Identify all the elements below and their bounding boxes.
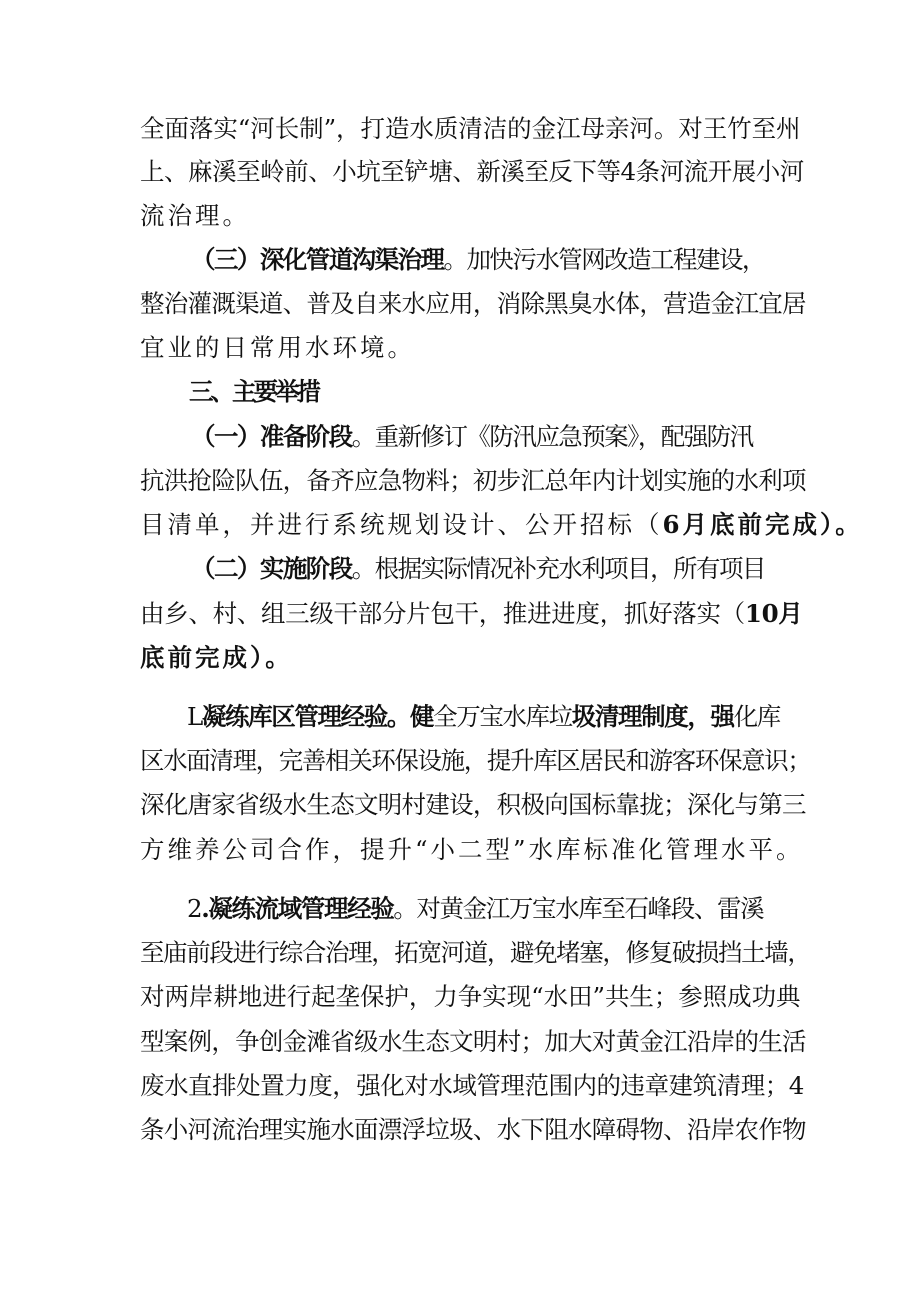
body-line xyxy=(140,741,811,781)
body-line xyxy=(140,152,804,192)
body-line xyxy=(140,284,806,324)
item-number: 2 xyxy=(187,894,202,923)
text-span: 宜业的日常用水环境。 xyxy=(140,333,415,362)
text-span: 整治灌溉渠道、普及自来水应用，消除黑臭水体，营造金江宜居 xyxy=(140,289,806,318)
body-line xyxy=(140,328,800,368)
body-line xyxy=(140,933,811,973)
text-span: 条小河流治理实施水面漂浮垃圾、水下阻水障碍物、沿岸农作物 xyxy=(140,1115,806,1144)
bold-span: 底前完成）。 xyxy=(140,643,293,672)
section-heading-line xyxy=(191,549,851,589)
numbered-item-line xyxy=(187,889,847,929)
text-span: 。加快污水管网改造工程建设， xyxy=(443,245,765,274)
body-line xyxy=(140,594,803,634)
text-span: 型案例，争创金滩省级水生态文明村；加大对黄金江沿岸的生活 xyxy=(140,1027,806,1056)
body-line xyxy=(140,109,800,149)
text-span: 至庙前段进行综合治理，拓宽河道，避免堵塞，修复破损挡土墙， xyxy=(140,938,811,967)
section-heading-line xyxy=(191,240,851,280)
text-span: 化库 xyxy=(733,702,780,731)
body-line xyxy=(140,1066,804,1106)
text-span: 方维养公司合作，提升“小二型”水库标准化管理水平。 xyxy=(140,835,804,864)
text-span: 上、麻溪至岭前、小坑至铲塘、新溪至反下等4条河流开展小河 xyxy=(140,157,804,186)
chapter-heading-line xyxy=(189,372,849,412)
bold-span: 10月 xyxy=(744,599,803,628)
text-span: 全面落实“河长制”，打造水质清洁的金江母亲河。对王竹至州 xyxy=(140,114,801,143)
body-line xyxy=(140,1110,806,1150)
text-span: 区水面清理，完善相关环保设施，提升库区居民和游客环保意识； xyxy=(140,746,811,775)
section-heading: （一）准备阶段 xyxy=(191,422,352,451)
body-line xyxy=(140,977,800,1017)
bold-span: 6月底前完成）。 xyxy=(662,510,863,539)
body-line xyxy=(140,638,800,678)
text-span: 全万宝水库垃 xyxy=(433,702,572,731)
body-line xyxy=(140,196,800,236)
body-line xyxy=(140,505,863,545)
text-span: 抗洪抢险队伍，备齐应急物料；初步汇总年内计划实施的水利项 xyxy=(140,466,806,495)
section-heading: （二）实施阶段 xyxy=(191,554,352,583)
section-heading: （三）深化管道沟渠治理 xyxy=(191,245,444,274)
body-line xyxy=(140,1022,806,1062)
bold-span: 圾清理制度，强 xyxy=(571,702,734,731)
text-span: 废水直排处置力度，强化对水域管理范围内的违章建筑清理；4 xyxy=(140,1071,804,1100)
text-span: 。根据实际情况补充水利项目，所有项目 xyxy=(351,554,765,583)
text-span: 。重新修订《防汛应急预案》，配强防汛 xyxy=(351,422,753,451)
body-line xyxy=(140,785,806,825)
body-line xyxy=(140,461,806,501)
text-span: 对两岸耕地进行起垄保护，力争实现“水田”共生；参照成功典 xyxy=(140,982,801,1011)
item-heading: .凝练流域管理经验 xyxy=(201,894,394,923)
text-span: 深化唐家省级水生态文明村建设，积极向国标靠拢；深化与第三 xyxy=(140,790,806,819)
text-span: 目清单，并进行系统规划设计、公开招标（ xyxy=(140,510,663,539)
item-number: L xyxy=(187,702,202,731)
item-heading: 凝练库区管理经验。健 xyxy=(201,702,434,731)
text-span: 流治理。 xyxy=(140,201,250,230)
text-span: 由乡、村、组三级干部分片包干，推进进度，抓好落实（ xyxy=(140,599,745,628)
section-heading-line xyxy=(191,417,851,457)
body-line xyxy=(140,830,804,870)
numbered-item-line xyxy=(187,697,847,737)
text-span: 。对黄金江万宝水库至石峰段、雷溪 xyxy=(393,894,764,923)
chapter-heading: 三、主要举措 xyxy=(189,377,318,406)
